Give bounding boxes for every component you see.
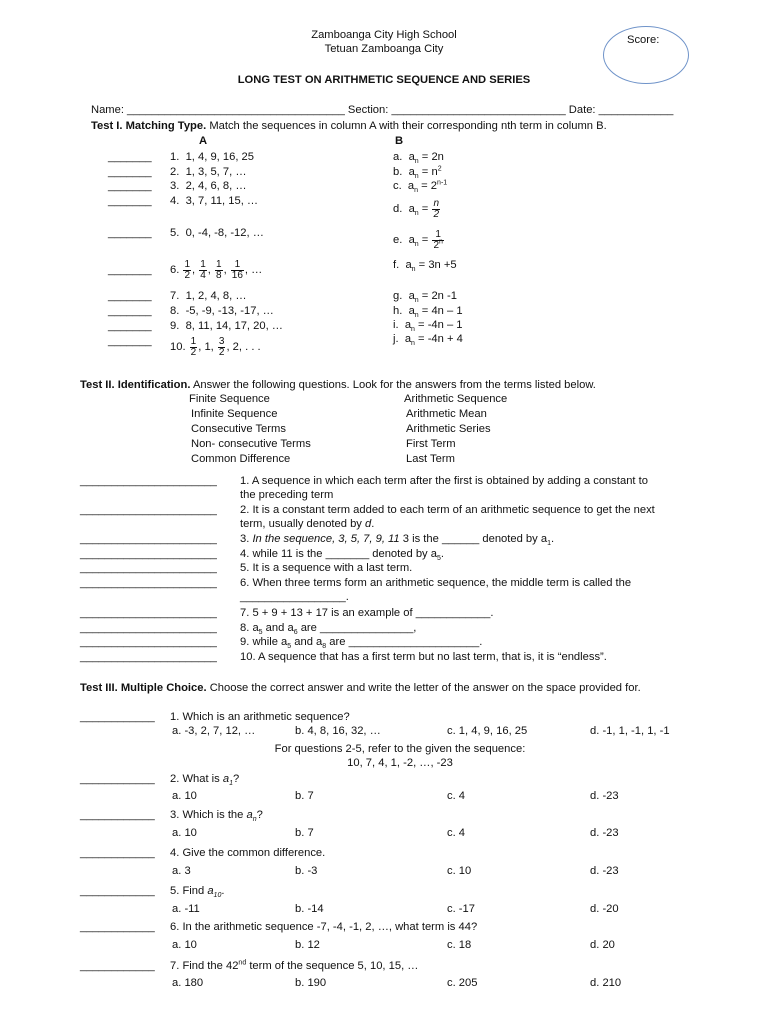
test3-title: Test III. Multiple Choice. [80,682,207,694]
answer-blank[interactable]: ____________ [80,921,155,933]
answer-blank[interactable]: ______________________ [80,548,217,560]
match-blank[interactable]: _______ [108,305,152,317]
question: 4. Give the common difference. [170,847,326,859]
school-location: Tetuan Zamboanga City [324,43,444,55]
match-blank[interactable]: _______ [108,151,152,163]
choice-a: a. $a_n = 2n$ [393,151,444,166]
term-right: Arithmetic Mean [406,408,487,420]
option: d. -23 [590,865,619,877]
item-text: 1, 4, 9, 16, 25 [185,151,254,163]
term-left: Consecutive Terms [191,423,286,435]
item-number: 9. [170,320,180,332]
question: 7. Find the 42nd term of the sequence 5, 10, 15, … [170,959,419,972]
question: 5. Find $a_{10}$. [170,885,225,900]
answer-blank[interactable]: ______________________ [80,577,217,589]
question: 3. In the sequence, 3, 5, 7, 9, 11 3 is the ______ denoted by $a_1$. [240,533,555,548]
option: d. -23 [590,790,619,802]
option: b. 7 [295,827,314,839]
fraction: $\frac{3}{2}$ [218,335,225,358]
option: a. -3, 2, 7, 12, … [172,725,256,737]
answer-blank[interactable]: ______________________ [80,504,217,516]
option: d. -1, 1, -1, 1, -1 [590,725,670,737]
answer-blank[interactable]: ______________________ [80,533,217,545]
test3-instruction: Choose the correct answer and write the letter of the answer on the space provided for. [209,682,641,694]
reference-sequence: 10, 7, 4, 1, -2, …, -23 [347,757,453,769]
match-blank[interactable]: _______ [108,264,152,276]
fraction: $\frac{1}{4}$ [200,258,206,281]
test-title: LONG TEST ON ARITHMETIC SEQUENCE AND SERIES [237,74,531,86]
answer-blank[interactable]: ______________________ [80,636,217,648]
test2-heading [80,378,596,392]
test2-title: Test II. Identification. [80,379,191,391]
option: b. 4, 8, 16, 32, … [295,725,381,737]
question: 10. A sequence that has a first term but no last term, that is, it is “endless”. [240,651,607,663]
question-cont: the preceding term [240,489,334,501]
match-blank[interactable]: _______ [108,290,152,302]
answer-blank[interactable]: ______________________ [80,562,217,574]
answer-blank[interactable]: ______________________ [80,475,217,487]
item-number: 6. [170,264,180,276]
school-name: Zamboanga City High School [311,29,457,41]
answer-blank[interactable]: ____________ [80,773,155,785]
choice-c: c. $a_n = 2^{n-1}$ [393,179,448,195]
match-blank[interactable]: _______ [108,180,152,192]
option: a. 180 [172,977,204,989]
match-item [170,179,247,193]
answer-blank[interactable]: ____________ [80,711,155,723]
item-text: 8, 11, 14, 17, 20, … [185,320,283,332]
match-item [170,319,283,333]
term-right: First Term [406,438,456,450]
choice-h: h. $a_n = 4n - 1$ [393,305,463,320]
option: b. 190 [295,977,327,989]
question-cont: term, usually denoted by d. [240,518,375,530]
choice-j: j. $a_n = -4n + 4$ [393,333,463,348]
term-left: Infinite Sequence [191,408,278,420]
option: a. 10 [172,790,197,802]
item-number: 10. [170,341,186,353]
match-blank[interactable]: _______ [108,335,152,347]
option: c. 18 [447,939,472,951]
item-number: 5. [170,227,180,239]
column-b-header: B [395,135,404,147]
answer-blank[interactable]: ______________________ [80,622,217,634]
fraction: $\frac{1}{8}$ [216,258,222,281]
match-blank[interactable]: _______ [108,195,152,207]
item-text: -5, -9, -13, -17, … [185,305,274,317]
answer-blank[interactable]: ______________________ [80,607,217,619]
match-item [170,165,247,179]
option: d. -20 [590,903,619,915]
question: 6. In the arithmetic sequence -7, -4, -1, 2, …, what term is 44? [170,921,478,933]
option: d. -23 [590,827,619,839]
option: c. 4 [447,827,466,839]
item-text: 1, 3, 5, 7, … [185,166,247,178]
term-left: Common Difference [191,453,291,465]
question: 2. What is $a_1$? [170,773,240,788]
question: 8. $a_5$ and $a_6$ are _______________, [240,622,417,637]
choice-f: f. $a_n = 3n +5$ [393,259,457,274]
item-text: 3, 7, 11, 15, … [185,195,259,207]
test2-instruction: Answer the following questions. Look for the answers from the terms listed below. [192,379,596,391]
term-left: Non- consecutive Terms [191,438,311,450]
question: 1. A sequence in which each term after the first is obtained by adding a constant to [240,475,648,487]
item-text: 2, 4, 6, 8, … [185,180,247,192]
test1-instruction: Match the sequences in column A with their corresponding nth term in column B. [209,120,607,132]
option: c. 1, 4, 9, 16, 25 [447,725,528,737]
match-blank[interactable]: _______ [108,320,152,332]
option: c. 10 [447,865,472,877]
test1-title: Test I. Matching Type. [91,120,207,132]
question: 6. When three terms form an arithmetic sequence, the middle term is called the [240,577,632,589]
option: b. 7 [295,790,314,802]
item-text: 1, 2, 4, 8, … [185,290,247,302]
option: a. 10 [172,827,197,839]
fraction: $\frac{1}{16}$ [231,258,243,281]
question: 7. 5 + 9 + 13 + 17 is an example of ____________. [240,607,494,619]
item-number: 4. [170,195,180,207]
match-item [170,304,274,318]
column-a-header: A [199,135,208,147]
option: a. -11 [172,903,200,915]
term-left: Finite Sequence [189,393,270,405]
option: b. -14 [295,903,324,915]
match-item-fractions: 6. $\frac{1}{2}$ , $\frac{1}{4}$ , $\frac{1}{8}$ , $\frac{1}{16}$ , … [170,258,263,281]
choice-e: e. $a_n$ = $\frac{1}{2^n}$ [393,228,443,251]
item-number: 1. [170,151,180,163]
choice-i: i. $a_n = -4n - 1$ [393,319,463,334]
answer-blank[interactable]: ____________ [80,960,155,972]
name-section-date-line[interactable]: Name: ___________________________________ Section: ____________________________ Date: ____________ [91,104,674,116]
match-item [170,226,264,240]
option: b. -3 [295,865,318,877]
question-blank[interactable]: _________________. [240,591,349,603]
option: a. 10 [172,939,197,951]
item-number: 8. [170,305,180,317]
fraction: $\frac{1}{2}$ [190,335,197,358]
match-blank[interactable]: _______ [108,227,152,239]
answer-blank[interactable]: ____________ [80,809,155,821]
question: 3. Which is the $a_n$? [170,809,263,824]
test1-heading [91,119,607,133]
question: 9. while $a_5$ and $a_8$ are _____________________. [240,636,483,651]
term-right: Arithmetic Series [406,423,491,435]
choice-g: g. $a_n = 2n$ -1 [393,290,457,305]
option: c. 205 [447,977,478,989]
match-item [170,150,254,164]
option: c. 4 [447,790,466,802]
item-number: 3. [170,180,180,192]
score-label: Score: [627,34,660,46]
question: 1. Which is an arithmetic sequence? [170,711,350,723]
match-blank[interactable]: _______ [108,166,152,178]
item-text: 0, -4, -8, -12, … [185,227,264,239]
choice-d: d. $a_n$ = $\frac{n}{2}$ [393,197,440,220]
test3-heading [80,681,641,695]
answer-blank[interactable]: ____________ [80,847,155,859]
option: c. -17 [447,903,475,915]
term-right: Last Term [406,453,455,465]
fraction: $\frac{1}{2}$ [184,258,191,281]
item-number: 2. [170,166,180,178]
question: 2. It is a constant term added to each term of an arithmetic sequence to get the next [240,504,655,516]
term-right: Arithmetic Sequence [404,393,508,405]
item-number: 7. [170,290,180,302]
answer-blank[interactable]: ____________ [80,885,155,897]
option: d. 210 [590,977,622,989]
match-item [170,289,247,303]
option: b. 12 [295,939,320,951]
choice-b: b. $a_n = n^2$ [393,165,442,181]
option: a. 3 [172,865,191,877]
question: 5. It is a sequence with a last term. [240,562,413,574]
match-item-fractions: 10. $\frac{1}{2}$ , 1, $\frac{3}{2}$ , 2, . . . [170,335,261,358]
question: 4. while 11 is the _______ denoted by $a_5$. [240,548,444,563]
match-item [170,194,258,208]
reference-text: For questions 2-5, refer to the given the sequence: [274,743,526,755]
option: d. 20 [590,939,615,951]
answer-blank[interactable]: ______________________ [80,651,217,663]
